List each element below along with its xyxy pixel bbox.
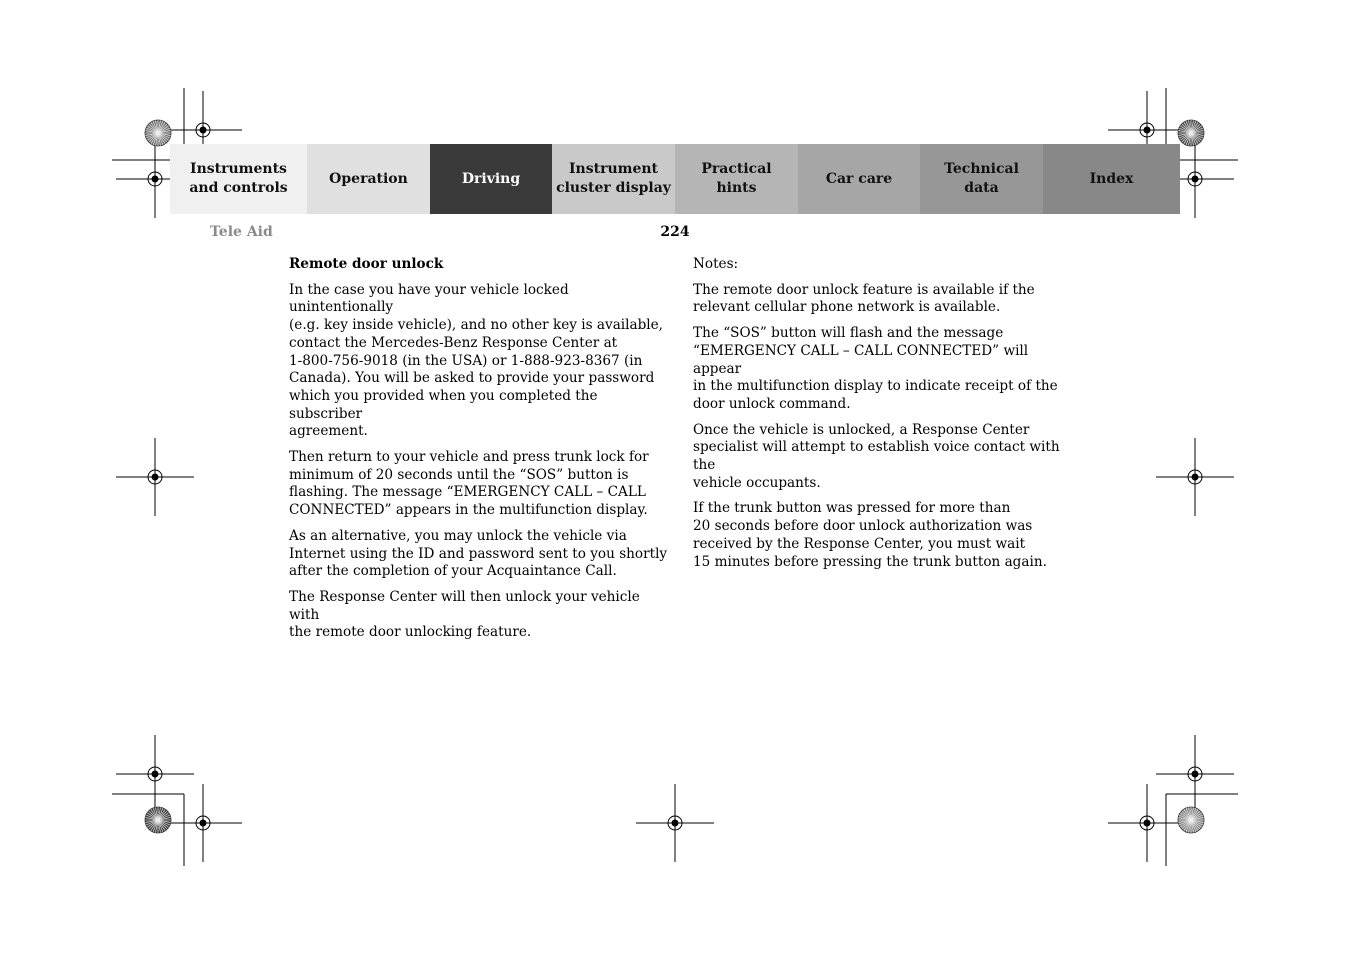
paragraph: The “SOS” button will flash and the message “EMERGENCY CALL – CALL CONNECTED” will appear in the multifunction display to indicate receipt of the door unlock command. xyxy=(693,325,1058,412)
paragraph: If the trunk button was pressed for more than 20 seconds before door unlock authorization was received by the Response Center, you must wait 15 minutes before pressing the trunk button again. xyxy=(693,500,1047,570)
tab-label: Practical hints xyxy=(701,161,772,196)
tab-instrument-cluster-display[interactable] xyxy=(552,144,675,214)
paragraph: In the case you have your vehicle locked unintentionally (e.g. key inside vehicle), and no other key is available, contact the Mercedes-Benz Response Center at 1-800-756-9018 (in the USA) or 1-888-923-8367 (in Canada). You will be asked to provide your password which you provided when you completed the subscriber agreement. xyxy=(289,281,664,440)
paragraph: As an alternative, you may unlock the vehicle via Internet using the ID and password sent to you shortly after the completion of your Acquaintance Call. xyxy=(289,527,668,580)
page-number: 224 xyxy=(660,224,690,240)
tab-label: Technical data xyxy=(944,161,1019,196)
tab-operation[interactable] xyxy=(307,144,430,214)
section-label: Tele Aid xyxy=(210,224,273,240)
section-heading: Remote door unlock xyxy=(289,256,444,272)
tab-label: Car care xyxy=(825,170,893,187)
tab-practical-hints[interactable] xyxy=(675,144,798,214)
tab-label: Instrument cluster display xyxy=(556,161,671,196)
tab-label: Operation xyxy=(329,170,408,187)
tab-technical-data[interactable] xyxy=(920,144,1043,214)
paragraph: The remote door unlock feature is available if the relevant cellular phone network is available. xyxy=(693,281,1035,316)
tab-index[interactable] xyxy=(1043,144,1180,214)
notes-heading: Notes: xyxy=(693,256,739,272)
tab-label: Index xyxy=(1089,170,1134,187)
left-column xyxy=(289,256,669,650)
tab-label: Instruments and controls xyxy=(189,161,288,196)
chapter-tabs xyxy=(170,144,1180,214)
paragraph: Then return to your vehicle and press trunk lock for minimum of 20 seconds until the “SOS” button is flashing. The message “EMERGENCY CALL – CALL CONNECTED” appears in the multifunction display. xyxy=(289,449,649,519)
tab-instruments-and-controls[interactable] xyxy=(170,144,307,214)
tab-driving[interactable] xyxy=(430,144,552,214)
paragraph: The Response Center will then unlock your vehicle with the remote door unlocking feature. xyxy=(289,588,640,641)
tab-car-care[interactable] xyxy=(798,144,920,214)
paragraph: Once the vehicle is unlocked, a Response Center specialist will attempt to establish voice contact with the vehicle occupants. xyxy=(693,421,1060,491)
tab-label: Driving xyxy=(461,170,521,187)
right-column xyxy=(693,256,1073,579)
